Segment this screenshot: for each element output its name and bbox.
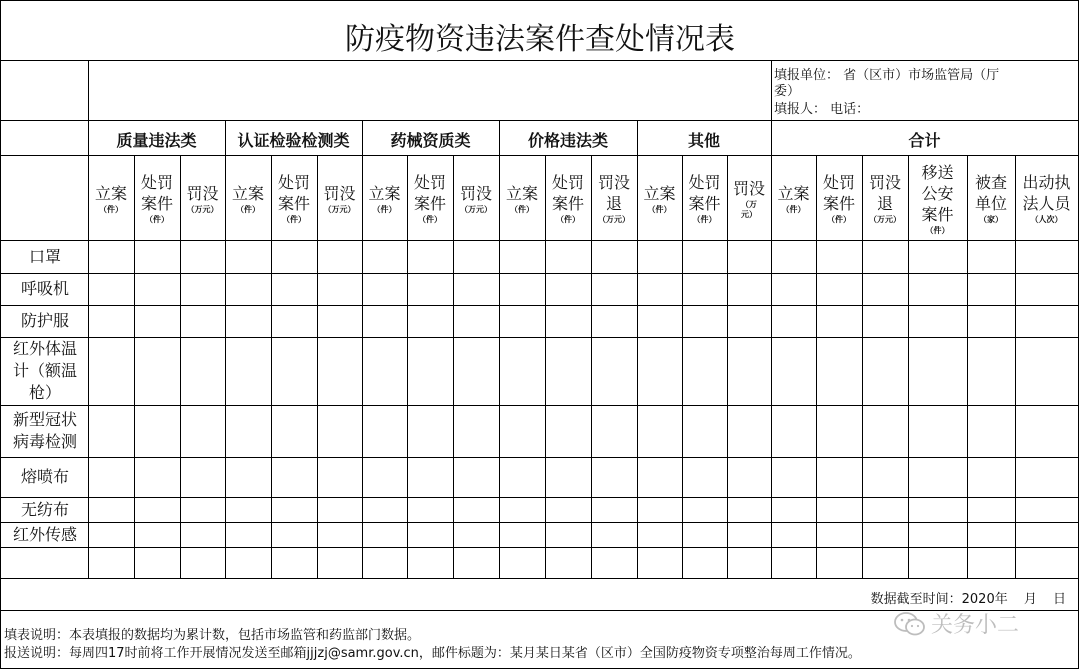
submit-note: 报送说明：每周四17时前将工作开展情况发送至邮箱jjjzj@samr.gov.cn，邮件标题为：某月某日某省（区市）全国防疫物资专项整治每周工作情况。 bbox=[4, 646, 861, 661]
column-header-unit: （万 元） bbox=[741, 198, 757, 219]
column-header-label: 处罚 案件 bbox=[688, 173, 721, 213]
grid-line bbox=[453, 155, 454, 579]
column-header-label: 立案 bbox=[505, 183, 538, 203]
column-header-label: 罚没 bbox=[732, 178, 765, 198]
fill-note: 填表说明：本表填报的数据均为累计数，包括市场监管和药监部门数据。 bbox=[4, 628, 421, 643]
column-header bbox=[180, 156, 225, 240]
column-header bbox=[862, 156, 908, 240]
grid-line bbox=[362, 120, 363, 579]
column-header bbox=[317, 156, 362, 240]
grid-line bbox=[0, 522, 1079, 523]
column-header-unit: （件） bbox=[372, 203, 397, 214]
column-header-label: 立案 bbox=[94, 183, 127, 203]
column-header bbox=[499, 156, 545, 240]
column-header bbox=[407, 156, 453, 240]
grid-line bbox=[225, 120, 226, 579]
report-unit-line-cont: 委） bbox=[774, 84, 801, 99]
grid-line bbox=[0, 457, 1079, 458]
column-header-unit: （件） bbox=[781, 203, 806, 214]
grid-line bbox=[771, 155, 772, 579]
column-header-label: 处罚 案件 bbox=[551, 173, 584, 213]
watermark bbox=[893, 608, 1019, 639]
grid-line bbox=[180, 155, 181, 579]
column-header-unit: （件） bbox=[99, 203, 123, 214]
grid-line bbox=[0, 305, 1079, 306]
column-header-unit: （件） bbox=[827, 214, 851, 224]
grid-line bbox=[271, 155, 272, 579]
column-header-label: 出动执 法人员 bbox=[1022, 173, 1071, 213]
column-header bbox=[967, 156, 1015, 240]
row-label: 红外体温 计（额温 枪） bbox=[12, 339, 77, 402]
column-header-unit: （件） bbox=[556, 214, 580, 224]
grid-line bbox=[771, 60, 772, 156]
column-header bbox=[225, 156, 271, 240]
column-header-label: 立案 bbox=[643, 183, 676, 203]
grid-line bbox=[545, 155, 546, 579]
grid-line bbox=[1078, 0, 1079, 669]
column-header-unit: （万元） bbox=[869, 214, 901, 224]
column-header-label: 罚没 bbox=[186, 183, 219, 203]
column-header bbox=[453, 156, 499, 240]
category-header: 合计 bbox=[908, 131, 941, 150]
grid-line bbox=[816, 155, 817, 579]
grid-line bbox=[0, 547, 1079, 548]
grid-line bbox=[499, 120, 500, 579]
column-header bbox=[545, 156, 591, 240]
column-header bbox=[591, 156, 637, 240]
column-header-unit: （件） bbox=[145, 214, 169, 224]
column-header bbox=[362, 156, 407, 240]
column-header-unit: （万元） bbox=[460, 203, 492, 214]
column-header-unit: （万元） bbox=[323, 203, 356, 214]
column-header-unit: （件） bbox=[282, 214, 306, 224]
grid-line bbox=[0, 273, 1079, 274]
grid-line bbox=[0, 120, 1079, 121]
column-header-label: 处罚 案件 bbox=[277, 173, 310, 213]
column-header-label: 罚没 退 bbox=[597, 173, 630, 213]
row-label: 红外传感 bbox=[12, 524, 77, 544]
column-header-unit: （件） bbox=[418, 214, 442, 224]
column-header-label: 处罚 案件 bbox=[140, 173, 173, 213]
grid-line bbox=[0, 497, 1079, 498]
grid-line bbox=[134, 155, 135, 579]
column-header-label: 罚没 退 bbox=[868, 173, 901, 213]
grid-line bbox=[967, 155, 968, 579]
column-header-label: 罚没 bbox=[323, 183, 356, 203]
grid-line bbox=[0, 0, 1079, 1]
grid-line bbox=[682, 155, 683, 579]
column-header-unit: （家） bbox=[979, 214, 1003, 224]
document-title: 防疫物资违法案件查处情况表 bbox=[345, 22, 735, 57]
grid-line bbox=[0, 60, 1079, 61]
row-label: 无纺布 bbox=[20, 499, 69, 519]
column-header-unit: （万元） bbox=[598, 214, 630, 224]
grid-line bbox=[908, 155, 909, 579]
column-header-unit: （件） bbox=[692, 214, 717, 224]
column-header bbox=[1015, 156, 1078, 240]
watermark-text: 关务小二 bbox=[931, 613, 1020, 638]
column-header-label: 被查 单位 bbox=[974, 173, 1007, 213]
column-header-label: 立案 bbox=[231, 183, 264, 203]
data-deadline: 数据截至时间：2020年 月 日 bbox=[870, 592, 1066, 607]
column-header-label: 罚没 bbox=[459, 183, 492, 203]
row-label: 呼吸机 bbox=[20, 279, 69, 298]
column-header-label: 立案 bbox=[777, 183, 810, 203]
column-header bbox=[908, 156, 967, 240]
column-header bbox=[682, 156, 727, 240]
category-header: 认证检验检测类 bbox=[237, 131, 350, 150]
grid-line bbox=[88, 60, 89, 579]
category-header: 质量违法类 bbox=[116, 131, 197, 150]
grid-line bbox=[1015, 155, 1016, 579]
grid-line bbox=[637, 120, 638, 579]
grid-line bbox=[0, 610, 1079, 611]
column-header-label: 立案 bbox=[368, 183, 401, 203]
row-label: 口罩 bbox=[28, 246, 61, 266]
column-header-unit: （人次） bbox=[1030, 214, 1063, 224]
grid-line bbox=[407, 155, 408, 579]
grid-line bbox=[0, 668, 1079, 669]
column-header bbox=[637, 156, 682, 240]
row-label bbox=[2, 547, 88, 578]
report-unit-line: 填报单位： 省（区市）市场监管局（厅 bbox=[774, 68, 1000, 83]
row-label: 防护服 bbox=[20, 311, 69, 330]
column-header-label: 处罚 案件 bbox=[822, 173, 855, 213]
category-header: 其他 bbox=[687, 131, 720, 150]
column-header-unit: （万元） bbox=[186, 203, 219, 214]
grid-line bbox=[0, 240, 1079, 241]
grid-line bbox=[0, 155, 1079, 156]
grid-line bbox=[862, 155, 863, 579]
grid-line bbox=[0, 0, 1, 669]
column-header bbox=[771, 156, 816, 240]
grid-line bbox=[0, 578, 1079, 579]
column-header bbox=[134, 156, 180, 240]
row-label: 新型冠状 病毒检测 bbox=[12, 410, 77, 451]
grid-line bbox=[0, 337, 1079, 338]
column-header-unit: （件） bbox=[510, 203, 534, 214]
column-header-label: 移送 公安 案件 bbox=[921, 162, 954, 224]
column-header-unit: （件） bbox=[236, 203, 260, 214]
column-header bbox=[88, 156, 134, 240]
column-header-label: 处罚 案件 bbox=[413, 173, 446, 213]
column-header bbox=[271, 156, 317, 240]
category-header: 药械资质类 bbox=[390, 131, 471, 150]
grid-line bbox=[591, 155, 592, 579]
reporter-phone-line: 填报人： 电话： bbox=[774, 102, 870, 117]
grid-line bbox=[317, 155, 318, 579]
grid-line bbox=[0, 405, 1079, 406]
column-header bbox=[816, 156, 862, 240]
grid-line bbox=[727, 155, 728, 579]
column-header bbox=[727, 156, 771, 240]
wechat-icon bbox=[893, 610, 927, 638]
category-header: 价格违法类 bbox=[527, 131, 608, 150]
column-header-unit: （件） bbox=[925, 224, 950, 235]
row-label: 熔喷布 bbox=[20, 467, 69, 486]
column-header-unit: （件） bbox=[647, 203, 672, 214]
